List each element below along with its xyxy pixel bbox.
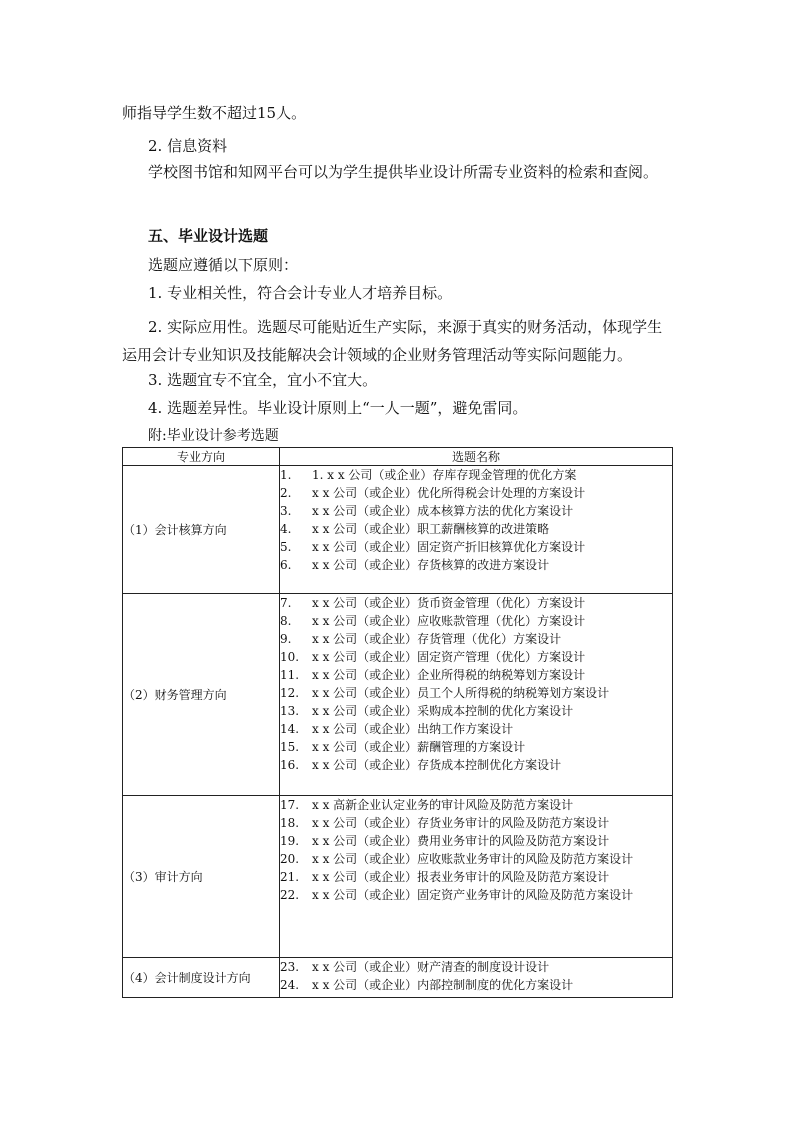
list-item bbox=[280, 868, 672, 886]
item-text: x x 公司（或企业）内部控制制度的优化方案设计 bbox=[312, 978, 574, 992]
item-number: 6. bbox=[280, 558, 292, 572]
item-number: 22. bbox=[280, 888, 300, 902]
item-text: x x 公司（或企业）财产清查的制度设计设计 bbox=[312, 960, 550, 974]
item-number: 24. bbox=[280, 978, 300, 992]
item-number: 12. bbox=[280, 686, 300, 700]
list-item bbox=[280, 538, 672, 556]
list-item bbox=[280, 612, 672, 630]
item-text: x x 公司（或企业）员工个人所得税的纳税筹划方案设计 bbox=[312, 686, 610, 700]
item-text: x x 公司（或企业）应收账款业务审计的风险及防范方案设计 bbox=[312, 852, 634, 866]
item-number: 7. bbox=[280, 596, 292, 610]
item-number: 17. bbox=[280, 798, 300, 812]
paragraph: 学校图书馆和知网平台可以为学生提供毕业设计所需专业资料的检索和查阅。 bbox=[148, 163, 659, 181]
topics-cell bbox=[280, 466, 673, 594]
item-number: 2. bbox=[280, 486, 292, 500]
item-text: x x 公司（或企业）固定资产管理（优化）方案设计 bbox=[312, 650, 586, 664]
header-direction: 专业方向 bbox=[123, 448, 280, 466]
item-number: 13. bbox=[280, 704, 300, 718]
item-text: x x 高新企业认定业务的审计风险及防范方案设计 bbox=[312, 798, 574, 812]
table-header-row bbox=[123, 448, 673, 466]
topics-cell bbox=[280, 958, 673, 998]
principle-item: 4. 选题差异性。毕业设计原则上“一人一题”，避免雷同。 bbox=[148, 399, 528, 417]
list-item bbox=[280, 648, 672, 666]
list-item bbox=[280, 832, 672, 850]
topic-list bbox=[280, 466, 672, 574]
list-item bbox=[280, 886, 672, 904]
topics-table bbox=[122, 447, 673, 998]
list-item bbox=[280, 814, 672, 832]
item-number: 14. bbox=[280, 722, 300, 736]
item-number: 1. bbox=[280, 468, 292, 482]
item-text: x x 公司（或企业）报表业务审计的风险及防范方案设计 bbox=[312, 870, 610, 884]
topics-cell bbox=[280, 594, 673, 796]
item-text: 1. x x 公司（或企业）存库存现金管理的优化方案 bbox=[312, 468, 577, 482]
list-item bbox=[280, 666, 672, 684]
list-item bbox=[280, 976, 672, 994]
list-item bbox=[280, 594, 672, 612]
item-text: x x 公司（或企业）存货成本控制优化方案设计 bbox=[312, 758, 562, 772]
topic-list bbox=[280, 958, 672, 994]
item-text: x x 公司（或企业）固定资产折旧核算优化方案设计 bbox=[312, 540, 586, 554]
list-item bbox=[280, 738, 672, 756]
list-item bbox=[280, 520, 672, 538]
list-item bbox=[280, 756, 672, 774]
list-item bbox=[280, 958, 672, 976]
header-topic-name: 选题名称 bbox=[280, 448, 673, 466]
item-text: x x 公司（或企业）出纳工作方案设计 bbox=[312, 722, 514, 736]
item-text: x x 公司（或企业）应收账款管理（优化）方案设计 bbox=[312, 614, 586, 628]
item-number: 23. bbox=[280, 960, 300, 974]
item-text: x x 公司（或企业）固定资产业务审计的风险及防范方案设计 bbox=[312, 888, 634, 902]
list-item bbox=[280, 702, 672, 720]
item-number: 4. bbox=[280, 522, 292, 536]
item-text: x x 公司（或企业）存货核算的改进方案设计 bbox=[312, 558, 550, 572]
list-item bbox=[280, 796, 672, 814]
list-item bbox=[280, 684, 672, 702]
item-text: x x 公司（或企业）货币资金管理（优化）方案设计 bbox=[312, 596, 586, 610]
item-number: 18. bbox=[280, 816, 300, 830]
principle-item: 2. 实际应用性。选题尽可能贴近生产实际，来源于真实的财务活动，体现学生运用会计专业知识及技能解决会计领域的企业财务管理活动等实际问题能力。 bbox=[122, 318, 663, 364]
table-caption: 附:毕业设计参考选题 bbox=[148, 428, 279, 444]
item-number: 8. bbox=[280, 614, 292, 628]
table-row bbox=[123, 466, 673, 594]
paragraph: 选题应遵循以下原则： bbox=[148, 256, 299, 274]
list-item bbox=[280, 556, 672, 574]
table-row bbox=[123, 594, 673, 796]
principle-item: 3. 选题宜专不宜全，宜小不宜大。 bbox=[148, 371, 378, 389]
table-row bbox=[123, 958, 673, 998]
list-item bbox=[280, 850, 672, 868]
section-subheading: 2. 信息资料 bbox=[148, 137, 228, 155]
direction-cell: （2）财务管理方向 bbox=[123, 594, 280, 796]
topics-cell bbox=[280, 796, 673, 958]
paragraph: 师指导学生数不超过15人。 bbox=[122, 104, 307, 122]
item-text: x x 公司（或企业）采购成本控制的优化方案设计 bbox=[312, 704, 574, 718]
item-text: x x 公司（或企业）薪酬管理的方案设计 bbox=[312, 740, 526, 754]
item-number: 9. bbox=[280, 632, 292, 646]
item-number: 10. bbox=[280, 650, 300, 664]
topic-list bbox=[280, 594, 672, 774]
table-row bbox=[123, 796, 673, 958]
item-text: x x 公司（或企业）存货管理（优化）方案设计 bbox=[312, 632, 562, 646]
item-number: 21. bbox=[280, 870, 300, 884]
section-heading: 五、毕业设计选题 bbox=[148, 227, 269, 245]
list-item bbox=[280, 630, 672, 648]
topic-list bbox=[280, 796, 672, 904]
item-number: 5. bbox=[280, 540, 292, 554]
direction-cell: （1）会计核算方向 bbox=[123, 466, 280, 594]
item-text: x x 公司（或企业）存货业务审计的风险及防范方案设计 bbox=[312, 816, 610, 830]
item-number: 19. bbox=[280, 834, 300, 848]
item-number: 16. bbox=[280, 758, 300, 772]
direction-cell: （4）会计制度设计方向 bbox=[123, 958, 280, 998]
list-item bbox=[280, 484, 672, 502]
item-number: 11. bbox=[280, 668, 300, 682]
item-number: 20. bbox=[280, 852, 300, 866]
item-number: 3. bbox=[280, 504, 292, 518]
item-text: x x 公司（或企业）职工薪酬核算的改进策略 bbox=[312, 522, 550, 536]
list-item bbox=[280, 466, 672, 484]
list-item bbox=[280, 502, 672, 520]
item-number: 15. bbox=[280, 740, 300, 754]
item-text: x x 公司（或企业）优化所得税会计处理的方案设计 bbox=[312, 486, 586, 500]
item-text: x x 公司（或企业）费用业务审计的风险及防范方案设计 bbox=[312, 834, 610, 848]
principle-item: 1. 专业相关性，符合会计专业人才培养目标。 bbox=[148, 284, 453, 302]
item-text: x x 公司（或企业）企业所得税的纳税筹划方案设计 bbox=[312, 668, 586, 682]
item-text: x x 公司（或企业）成本核算方法的优化方案设计 bbox=[312, 504, 574, 518]
direction-cell: （3）审计方向 bbox=[123, 796, 280, 958]
list-item bbox=[280, 720, 672, 738]
